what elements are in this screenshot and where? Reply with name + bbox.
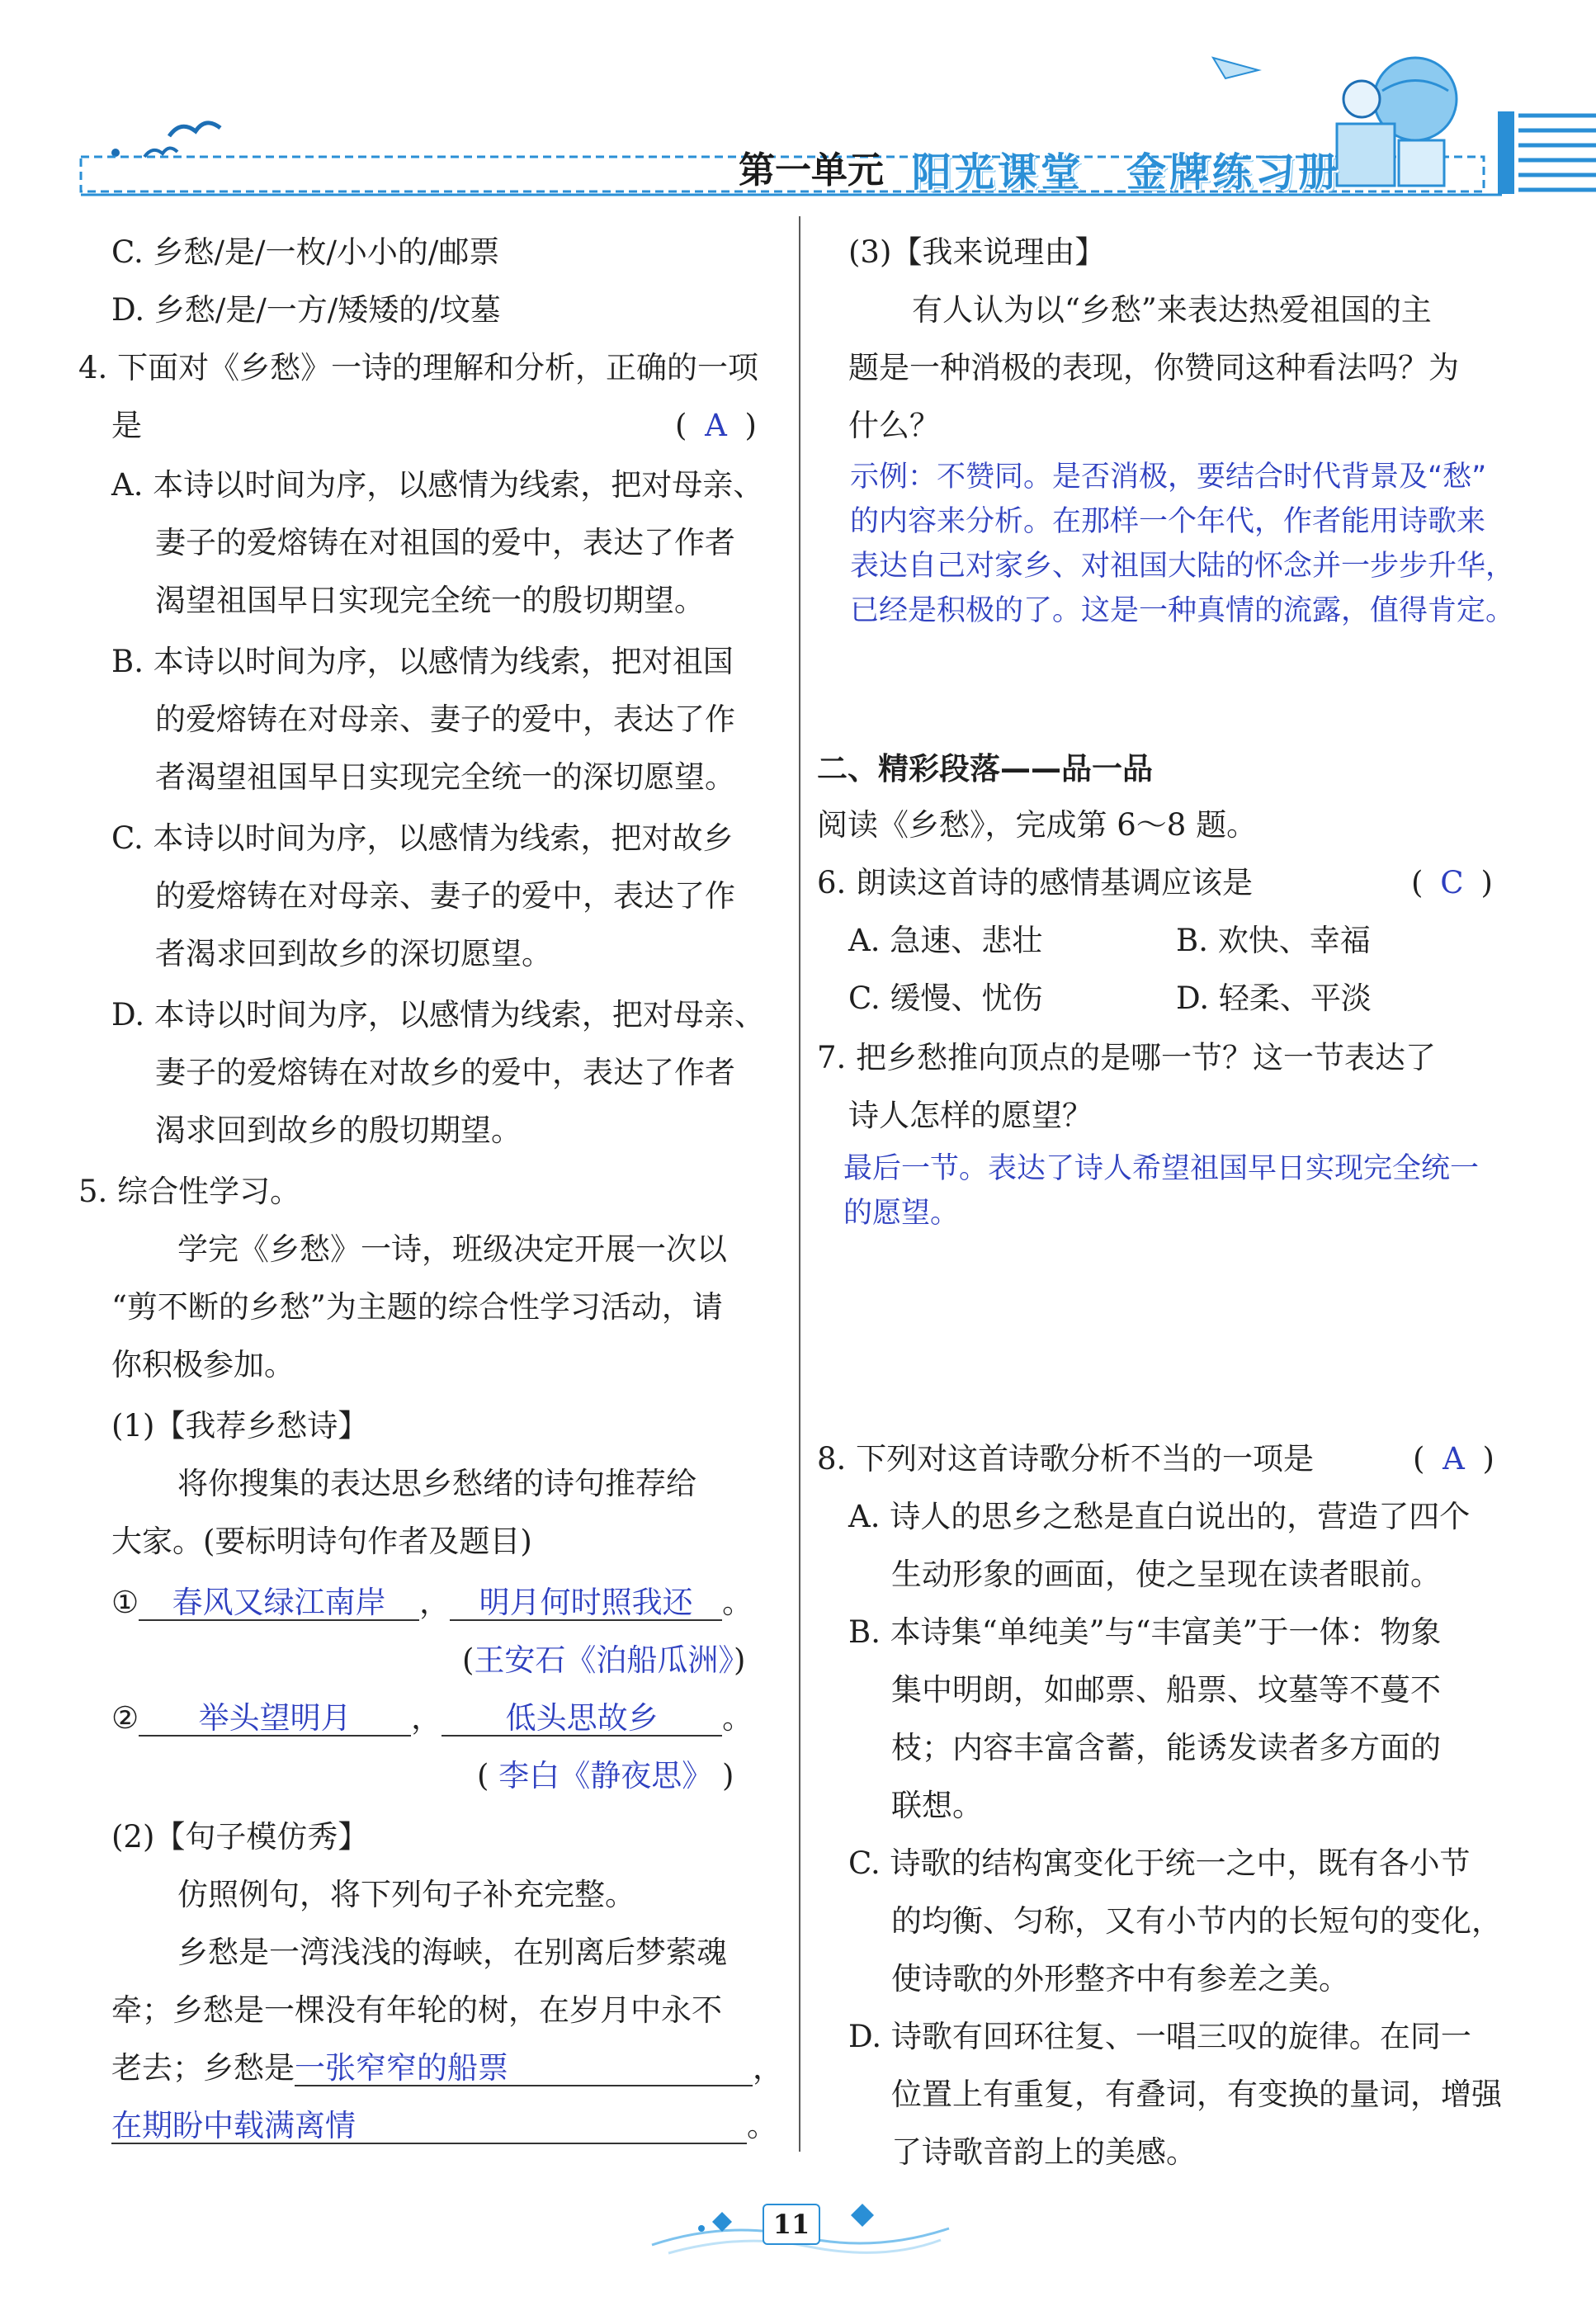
q5-3-title: (3)【我来说理由】 [848,234,1106,270]
book-title: 阳光课堂 金牌练习册 [912,149,1342,196]
q6-option-b: B. 欢快、幸福 [1176,923,1371,958]
q8-answer: A [1443,1441,1465,1477]
q8-option-d-2: 位置上有重复，有叠词，有变换的量词，增强 [891,2077,1502,2112]
q8-option-d-1: D. 诗歌有回环往复、一唱三叹的旋律。在同一 [848,2019,1471,2054]
q4-option-a-2: 妻子的爱熔铸在对祖国的爱中，表达了作者 [155,525,735,560]
q5-intro-3: 你积极参加。 [111,1347,295,1382]
q7-answer-1: 最后一节。表达了诗人希望祖国早日实现完全统一 [843,1152,1480,1185]
q8-option-a-1: A. 诗人的思乡之愁是直白说出的，营造了四个 [848,1499,1471,1534]
q5-2-answer-1: 一张窄窄的船票 [295,2050,508,2086]
q4-option-a-3: 渴望祖国早日实现完全统一的殷切期望。 [155,583,705,618]
poem-2-blank-a [139,1702,411,1737]
q4-answer: A [705,408,727,443]
q5-2-line-4: 老去；乡愁是一张窄窄的船票 ， [111,2050,783,2086]
poem-2-number: ② [111,1700,139,1736]
q6-stem: 6. 朗读这首诗的感情基调应该是 [817,865,1254,900]
poem-1-row: ① 春风又绿江南岸 ， 明月何时照我还 。 [111,1585,753,1620]
q5-2-line-5: 在期盼中载满离情 。 [111,2108,777,2143]
q5-2-line-2: 乡愁是一湾浅浅的海峡，在别离后梦萦魂 [177,1935,727,1970]
poem-1-line-a: 春风又绿江南岸 [172,1585,386,1620]
q4-answer-box: ( A ) [675,408,757,443]
q5-3-answer-2: 的内容来分析。在那样一个年代，作者能用诗歌来 [850,505,1486,538]
q5-3-line-3: 什么？ [848,408,940,443]
q8-stem: 8. 下列对这首诗歌分析不当的一项是 [817,1441,1315,1477]
q6-answer-box: ( C ) [1411,865,1493,900]
q8-option-b-4: 联想。 [891,1788,983,1823]
q5-2-title: (2)【句子模仿秀】 [111,1819,369,1855]
q5-3-line-1: 有人认为以“乡愁”来表达热爱祖国的主 [912,292,1432,328]
unit-title: 第一单元 [739,149,884,191]
q5-2-line-1: 仿照例句，将下列句子补充完整。 [177,1877,635,1912]
q5-intro-2: “剪不断的乡愁”为主题的综合性学习活动，请 [111,1289,723,1325]
column-divider [799,216,800,2152]
poem-1-line-b: 明月何时照我还 [479,1585,693,1620]
q4-stem-cont: 是 [111,408,142,443]
q4-option-b-2: 的爱熔铸在对母亲、妻子的爱中，表达了作 [155,702,735,737]
q8-option-d-3: 了诗歌音韵上的美感。 [891,2134,1197,2170]
q8-option-b-1: B. 本诗集“单纯美”与“丰富美”于一体：物象 [848,1614,1442,1650]
q5-2-answer-2: 在期盼中载满离情 [111,2108,356,2143]
poem-2-blank-b [441,1702,722,1737]
section-2-intro: 阅读《乡愁》，完成第 6～8 题。 [817,807,1258,843]
q5-2-line-3: 牵；乡愁是一棵没有年轮的树，在岁月中永不 [111,1992,722,2028]
q5-3-answer-3: 表达自己对家乡、对祖国大陆的怀念并一步步升华， [850,550,1515,583]
q7-stem-cont: 诗人怎样的愿望？ [848,1098,1093,1133]
q4-option-b-3: 者渴望祖国早日实现完全统一的深切愿望。 [155,759,735,795]
poem-1-blank-b [450,1586,722,1621]
q6-option-c: C. 缓慢、忧伤 [848,981,1043,1016]
q5-1-title: (1)【我荐乡愁诗】 [111,1408,369,1444]
poem-1-source: (王安石《泊船瓜洲》) [462,1642,746,1678]
q3-option-c: C. 乡愁/是/一枚/小小的/邮票 [111,234,500,270]
q5-stem: 5. 综合性学习。 [78,1174,301,1209]
poem-2-line-b: 低头思故乡 [505,1700,659,1736]
q3-option-d: D. 乡愁/是/一方/矮矮的/坟墓 [111,292,501,328]
q8-option-b-2: 集中明朗，如邮票、船票、坟墓等不蔓不 [891,1672,1441,1708]
q4-option-c-2: 的爱熔铸在对母亲、妻子的爱中，表达了作 [155,878,735,914]
page-header [0,0,1596,215]
q5-1-line-2: 大家。(要标明诗句作者及题目) [111,1524,532,1559]
q4-option-d-1: D. 本诗以时间为序，以感情为线索，把对母亲、 [111,997,765,1033]
poem-2-source-text: 李白《静夜思》 [498,1758,713,1793]
poem-2-line-a: 举头望明月 [198,1700,352,1736]
poem-2-source: ( 李白《静夜思》 ) [477,1758,734,1793]
q4-option-d-2: 妻子的爱熔铸在对故乡的爱中，表达了作者 [155,1055,735,1090]
poem-2-row: ② 举头望明月 ， 低头思故乡 。 [111,1700,753,1736]
q4-option-c-1: C. 本诗以时间为序，以感情为线索，把对故乡 [111,820,734,856]
q4-option-c-3: 者渴求回到故乡的深切愿望。 [155,936,552,971]
q5-3-answer-1: 示例：不赞同。是否消极，要结合时代背景及“愁” [850,461,1487,494]
q6-answer: C [1440,865,1464,900]
q5-2-prefix: 老去；乡愁是 [111,2050,295,2086]
q4-option-a-1: A. 本诗以时间为序，以感情为线索，把对母亲、 [111,467,764,503]
q7-stem: 7. 把乡愁推向顶点的是哪一节？这一节表达了 [817,1040,1437,1075]
q5-2-blank-2 [111,2110,747,2144]
q8-option-b-3: 枝；内容丰富含蓄，能诱发读者多方面的 [891,1730,1441,1765]
q5-2-blank-1 [295,2052,753,2086]
q5-1-line-1: 将你搜集的表达思乡愁绪的诗句推荐给 [177,1466,696,1501]
q8-option-c-1: C. 诗歌的结构寓变化于统一之中，既有各小节 [848,1845,1471,1881]
q8-option-a-2: 生动形象的画面，使之呈现在读者眼前。 [891,1557,1441,1592]
q8-option-c-2: 的均衡、匀称，又有小节内的长短句的变化， [891,1903,1502,1939]
q8-option-c-3: 使诗歌的外形整齐中有参差之美。 [891,1961,1349,1996]
page-number: 11 [763,2204,820,2245]
section-2-title: 二、精彩段落——品一品 [817,751,1153,787]
q7-answer-2: 的愿望。 [843,1197,960,1230]
q5-3-answer-4: 已经是积极的了。这是一种真情的流露，值得肯定。 [850,594,1515,627]
q5-intro-1: 学完《乡愁》一诗，班级决定开展一次以 [177,1231,727,1267]
q8-answer-box: ( A ) [1413,1441,1494,1477]
poem-1-blank-a [139,1586,419,1621]
q6-option-d: D. 轻柔、平淡 [1176,981,1372,1016]
q5-3-line-2: 题是一种消极的表现，你赞同这种看法吗？为 [848,350,1459,385]
poem-1-number: ① [111,1585,139,1620]
q4-option-b-1: B. 本诗以时间为序，以感情为线索，把对祖国 [111,644,734,679]
q6-option-a: A. 急速、悲壮 [848,923,1043,958]
poem-1-source-text: 王安石《泊船瓜洲》 [474,1642,734,1678]
q4-option-d-3: 渴求回到故乡的殷切期望。 [155,1113,522,1148]
q4-stem: 4. 下面对《乡愁》一诗的理解和分析，正确的一项 [78,350,759,385]
